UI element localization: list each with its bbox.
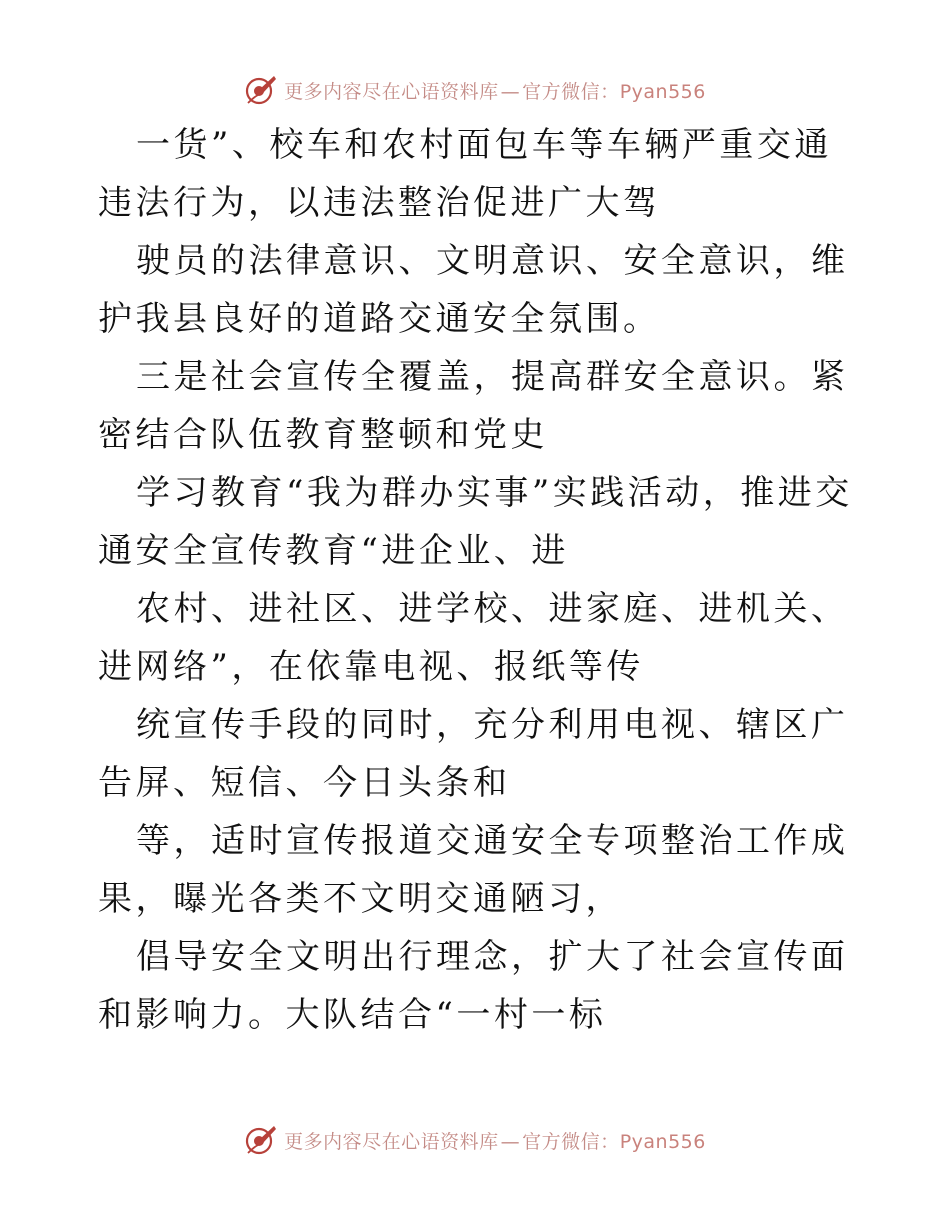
header-separator: — bbox=[500, 80, 521, 103]
paragraph: 等，适时宣传报道交通安全专项整治工作成果，曝光各类不文明交通陋习， bbox=[98, 821, 849, 919]
document-body bbox=[98, 116, 858, 1044]
header-wechat-label: 官方微信： bbox=[522, 80, 620, 103]
header-site-name: 更多内容尽在心语资料库 bbox=[284, 80, 499, 103]
paragraph: 农村、进社区、进学校、进家庭、进机关、进网络”，在依靠电视、报纸等传 bbox=[98, 589, 849, 687]
header-banner bbox=[0, 70, 950, 110]
header-wechat-id: Pyan556 bbox=[619, 80, 706, 103]
header-banner-text bbox=[284, 77, 706, 104]
paragraph: 驶员的法律意识、文明意识、安全意识，维护我县良好的道路交通安全氛围。 bbox=[98, 241, 849, 339]
footer-separator: — bbox=[500, 1130, 521, 1153]
paragraph: 倡导安全文明出行理念，扩大了社会宣传面和影响力。大队结合“一村一标 bbox=[98, 937, 849, 1035]
footer-wechat-label: 官方微信： bbox=[522, 1130, 620, 1153]
paragraph: 一货”、校车和农村面包车等车辆严重交通违法行为，以违法整治促进广大驾 bbox=[98, 125, 832, 223]
paragraph: 三是社会宣传全覆盖，提高群安全意识。紧密结合队伍教育整顿和党史 bbox=[98, 357, 849, 455]
pen-nib-logo-icon bbox=[244, 73, 278, 107]
pen-nib-logo-icon bbox=[244, 1123, 278, 1157]
paragraph: 统宣传手段的同时，充分利用电视、辖区广告屏、短信、今日头条和 bbox=[98, 705, 849, 803]
footer-banner bbox=[0, 1120, 950, 1160]
footer-wechat-id: Pyan556 bbox=[619, 1130, 706, 1153]
footer-banner-text bbox=[284, 1127, 706, 1154]
footer-site-name: 更多内容尽在心语资料库 bbox=[284, 1130, 499, 1153]
paragraph: 学习教育“我为群办实事”实践活动，推进交通安全宣传教育“进企业、进 bbox=[98, 473, 853, 571]
